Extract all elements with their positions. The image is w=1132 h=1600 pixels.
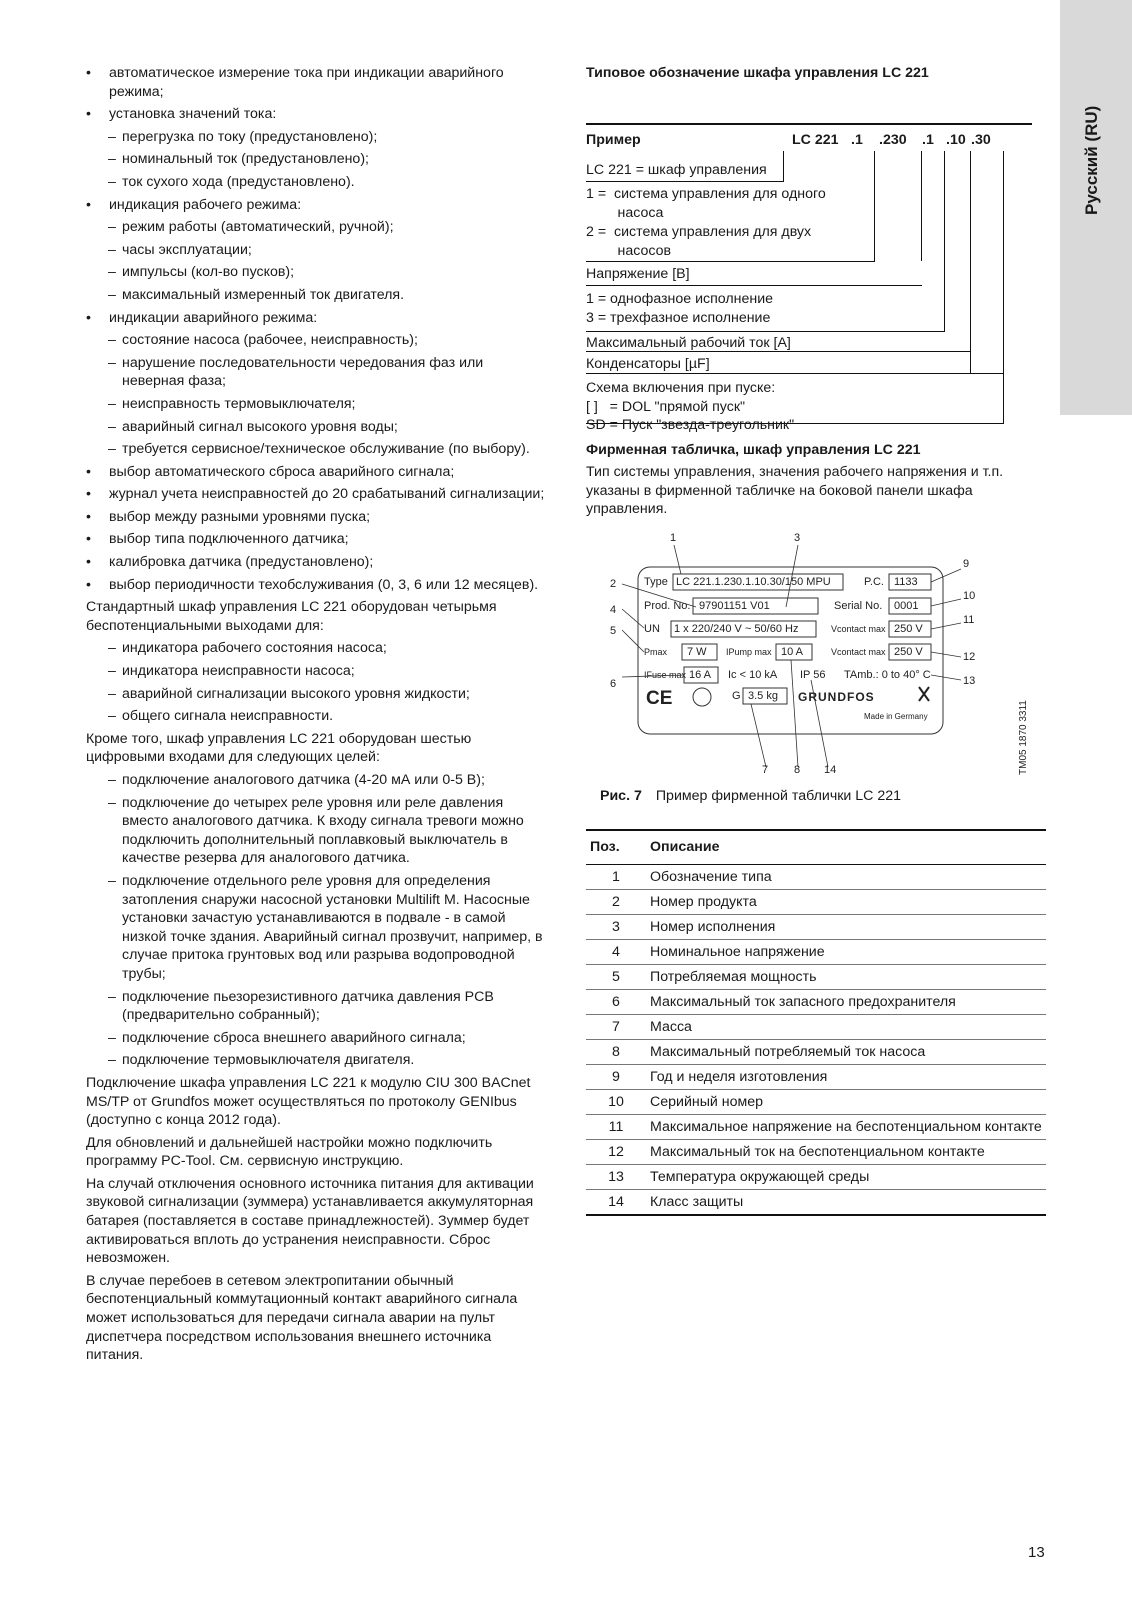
table-row bbox=[586, 1114, 1046, 1139]
ce-mark: CE bbox=[646, 687, 673, 709]
position-description: Максимальный ток запасного предохранителя bbox=[646, 989, 1046, 1014]
callout-11: 11 bbox=[963, 613, 975, 626]
position-description: Обозначение типа bbox=[646, 864, 1046, 889]
callout-10: 10 bbox=[963, 589, 976, 602]
position-number: 3 bbox=[586, 914, 646, 939]
table-header-pos: Поз. bbox=[586, 830, 646, 864]
type-row: LC 221 = шкаф управления bbox=[586, 161, 767, 178]
position-description: Класс защиты bbox=[646, 1189, 1046, 1215]
language-label: Русский (RU) bbox=[1082, 105, 1101, 215]
nameplate-text: Тип системы управления, значения рабочего напряжения и т.п. указаны в фирменной табличке на боковой панели шкафа управления. bbox=[586, 464, 1004, 518]
dash-item: – часы эксплуатации; bbox=[86, 241, 546, 260]
dash-item: – номинальный ток (предустановлено); bbox=[86, 150, 546, 169]
table-row bbox=[586, 989, 1046, 1014]
table-row bbox=[586, 1089, 1046, 1114]
type-designation-diagram bbox=[586, 93, 1046, 433]
plate-vcontact-value: 250 V bbox=[894, 622, 923, 635]
plate-ifuse-value: 16 A bbox=[689, 668, 712, 681]
plate-pmax-value: 7 W bbox=[687, 645, 707, 658]
dash-item: – ток сухого хода (предустановлено). bbox=[86, 173, 546, 192]
dash-item: – аварийной сигнализации высокого уровня жидкости; bbox=[86, 685, 546, 704]
paragraph: Стандартный шкаф управления LC 221 оборудован четырьмя беспотенциальными выходами для: bbox=[86, 599, 497, 634]
callout-8: 8 bbox=[794, 763, 801, 776]
code-part-4: .1 bbox=[922, 131, 934, 148]
plate-pc-value: 1133 bbox=[894, 575, 918, 588]
position-number: 2 bbox=[586, 889, 646, 914]
dash-item: – состояние насоса (рабочее, неисправность); bbox=[86, 331, 546, 350]
bullet-item: • выбор между разными уровнями пуска; bbox=[86, 508, 546, 527]
type-row: SD = Пуск "звезда-треугольник" bbox=[586, 416, 795, 433]
table-row bbox=[586, 864, 1046, 889]
language-side-tab bbox=[1060, 0, 1132, 415]
table-row bbox=[586, 914, 1046, 939]
dash-item: – подключение аналогового датчика (4-20 мА или 0-5 В); bbox=[86, 771, 546, 790]
paragraph: На случай отключения основного источника питания для активации звуковой сигнализации (зуммера) устанавливается аккумуляторная батарея (поставляется в составе принадлежностей). Зуммер будет активироваться вплоть до устранения неисправности. Сброс невозможен. bbox=[86, 1175, 534, 1267]
type-row: Схема включения при пуске: bbox=[586, 379, 776, 396]
type-row: 1 = система управления для одного bbox=[586, 185, 826, 202]
position-number: 12 bbox=[586, 1139, 646, 1164]
bullet-item: • индикации аварийного режима: bbox=[86, 309, 546, 328]
plate-un-value: 1 x 220/240 V ~ 50/60 Hz bbox=[674, 622, 799, 635]
position-description: Максимальное напряжение на беспотенциальном контакте bbox=[646, 1114, 1046, 1139]
position-number: 4 bbox=[586, 939, 646, 964]
table-header-desc: Описание bbox=[646, 830, 1046, 864]
plate-vcontact-value-2: 250 V bbox=[894, 645, 923, 658]
page-number: 13 bbox=[1028, 1544, 1045, 1561]
paragraph: Подключение шкафа управления LC 221 к модулю CIU 300 BACnet MS/TP от Grundfos может осуществляться по протоколу GENIbus (доступно с конца 2012 года). bbox=[86, 1074, 531, 1129]
plate-g-value: 3.5 kg bbox=[748, 689, 778, 702]
grundfos-logo-text: GRUNDFOS bbox=[798, 689, 875, 704]
position-number: 7 bbox=[586, 1014, 646, 1039]
callout-2: 2 bbox=[610, 577, 617, 590]
plate-ipump-label: IPump max bbox=[726, 646, 772, 657]
left-column bbox=[86, 64, 546, 1369]
table-row bbox=[586, 1064, 1046, 1089]
type-row: насосов bbox=[586, 242, 672, 259]
paragraph: В случае перебоев в сетевом электропитании обычный беспотенциальный коммутационный контакт аварийного сигнала может использоваться для передачи сигнала аварии на пульт диспетчера посредством использования внешнего источника питания. bbox=[86, 1272, 518, 1364]
plate-pc-label: P.C. bbox=[864, 575, 884, 588]
figure-number: Рис. 7 bbox=[600, 787, 642, 804]
code-part-2: .1 bbox=[851, 131, 863, 148]
callout-4: 4 bbox=[610, 603, 617, 616]
position-description: Масса bbox=[646, 1014, 1046, 1039]
plate-prod-value: 97901151 V01 bbox=[699, 599, 770, 612]
plate-pmax-label: Pmax bbox=[644, 646, 668, 657]
position-description: Потребляемая мощность bbox=[646, 964, 1046, 989]
position-number: 8 bbox=[586, 1039, 646, 1064]
right-column bbox=[586, 64, 1046, 1216]
dash-item: – индикатора неисправности насоса; bbox=[86, 662, 546, 681]
dash-item: – неисправность термовыключателя; bbox=[86, 395, 546, 414]
position-number: 10 bbox=[586, 1089, 646, 1114]
type-row: 3 = трехфазное исполнение bbox=[586, 309, 771, 326]
bullet-item: • выбор типа подключенного датчика; bbox=[86, 530, 546, 549]
plate-tamb: TAmb.: 0 to 40° C bbox=[844, 668, 931, 681]
code-part-1: LC 221 bbox=[792, 131, 839, 148]
position-number: 13 bbox=[586, 1164, 646, 1189]
type-designation-heading: Типовое обозначение шкафа управления LC 221 bbox=[586, 65, 929, 81]
callout-1: 1 bbox=[670, 531, 677, 544]
dash-item: – импульсы (кол-во пусков); bbox=[86, 263, 546, 282]
position-number: 11 bbox=[586, 1114, 646, 1139]
type-row: Конденсаторы [µF] bbox=[586, 355, 710, 372]
plate-serial-value: 0001 bbox=[894, 599, 919, 612]
dash-item: – максимальный измеренный ток двигателя. bbox=[86, 286, 546, 305]
bullet-item: • журнал учета неисправностей до 20 срабатываний сигнализации; bbox=[86, 485, 546, 504]
callout-3: 3 bbox=[794, 531, 801, 544]
bullet-item: • автоматическое измерение тока при индикации аварийного режима; bbox=[86, 64, 546, 101]
bullet-item: • установка значений тока: bbox=[86, 105, 546, 124]
plate-vcontact-label: Vcontact max bbox=[831, 623, 886, 634]
example-label: Пример bbox=[586, 131, 641, 148]
plate-type-label: Type bbox=[644, 575, 668, 588]
callout-5: 5 bbox=[610, 624, 617, 637]
dash-item: – режим работы (автоматический, ручной); bbox=[86, 218, 546, 237]
plate-ipump-value: 10 A bbox=[781, 645, 804, 658]
plate-ic: Ic < 10 kA bbox=[728, 668, 778, 681]
dash-item: – подключение отдельного реле уровня для определения затопления снаружи насосной установки Multilift M. Насосные установки зачастую устанавливаются в подвале - в самой низкой точке здания. Аварийный сигнал прозвучит, например, в случае притока грунтовых вод или разрыва водопроводной трубы; bbox=[86, 872, 546, 984]
position-number: 14 bbox=[586, 1189, 646, 1215]
paragraph: Кроме того, шкаф управления LC 221 оборудован шестью цифровыми входами для следующих целей: bbox=[86, 730, 472, 766]
grundfos-logo-icon bbox=[919, 687, 929, 701]
table-row bbox=[586, 1189, 1046, 1215]
dash-item: – аварийный сигнал высокого уровня воды; bbox=[86, 418, 546, 437]
position-description: Серийный номер bbox=[646, 1089, 1046, 1114]
dash-item: – подключение пьезорезистивного датчика давления PCB (предварительно собранный); bbox=[86, 988, 546, 1025]
plate-ifuse-label: IFuse max bbox=[644, 669, 687, 680]
dash-item: – подключение сброса внешнего аварийного сигнала; bbox=[86, 1029, 546, 1048]
nameplate-figure bbox=[586, 527, 1046, 777]
position-number: 6 bbox=[586, 989, 646, 1014]
table-row bbox=[586, 1014, 1046, 1039]
plate-made-in: Made in Germany bbox=[864, 711, 928, 721]
type-row: 1 = однофазное исполнение bbox=[586, 290, 774, 307]
dash-item: – индикатора рабочего состояния насоса; bbox=[86, 639, 546, 658]
position-description: Температура окружающей среды bbox=[646, 1164, 1046, 1189]
dash-item: – подключение до четырех реле уровня или реле давления вместо аналогового датчика. К входу сигнала тревоги можно подключить дополнительный поплавковый выключатель в качестве резерва для аналогового датчика. bbox=[86, 794, 546, 868]
paragraph: Для обновлений и дальнейшей настройки можно подключить программу PC-Tool. См. сервисную инструкцию. bbox=[86, 1134, 493, 1170]
code-part-3: .230 bbox=[879, 131, 907, 148]
callout-14: 14 bbox=[824, 763, 837, 776]
figure-caption-text: Пример фирменной таблички LC 221 bbox=[655, 787, 902, 804]
type-row: Напряжение [В] bbox=[586, 265, 690, 282]
plate-g-label: G bbox=[732, 689, 741, 702]
callout-13: 13 bbox=[963, 674, 976, 687]
position-description: Максимальный ток на беспотенциальном контакте bbox=[646, 1139, 1046, 1164]
callout-7: 7 bbox=[762, 763, 769, 776]
plate-vcontact-label-2: Vcontact max bbox=[831, 646, 886, 657]
position-description: Номер продукта bbox=[646, 889, 1046, 914]
table-row bbox=[586, 1164, 1046, 1189]
type-row: Максимальный рабочий ток [А] bbox=[586, 334, 791, 351]
code-part-6: .30 bbox=[971, 131, 991, 148]
dash-item: – требуется сервисное/техническое обслуживание (по выбору). bbox=[86, 440, 546, 459]
position-description: Номер исполнения bbox=[646, 914, 1046, 939]
plate-ip: IP 56 bbox=[800, 668, 826, 681]
tm-code: TM05 1870 3311 bbox=[1018, 700, 1029, 775]
bullet-item: • выбор автоматического сброса аварийного сигнала; bbox=[86, 463, 546, 482]
position-number: 5 bbox=[586, 964, 646, 989]
dash-item: – общего сигнала неисправности. bbox=[86, 707, 546, 726]
type-row: [ ] = DOL "прямой пуск" bbox=[586, 398, 746, 415]
position-number: 9 bbox=[586, 1064, 646, 1089]
callout-12: 12 bbox=[963, 650, 976, 663]
position-description-table bbox=[586, 829, 1046, 1216]
position-number: 1 bbox=[586, 864, 646, 889]
dash-item: – нарушение последовательности чередования фаз или неверная фаза; bbox=[86, 354, 546, 391]
bullet-item: • калибровка датчика (предустановлено); bbox=[86, 553, 546, 572]
table-row bbox=[586, 939, 1046, 964]
code-part-5: .10 bbox=[946, 131, 966, 148]
figure-caption bbox=[600, 787, 1046, 806]
nameplate-heading: Фирменная табличка, шкаф управления LC 221 bbox=[586, 441, 921, 458]
position-description: Номинальное напряжение bbox=[646, 939, 1046, 964]
type-row: 2 = система управления для двух bbox=[586, 223, 812, 240]
plate-un-label: UN bbox=[644, 622, 660, 635]
table-row bbox=[586, 1039, 1046, 1064]
callout-9: 9 bbox=[963, 557, 970, 570]
bullet-item: • выбор периодичности техобслуживания (0, 3, 6 или 12 месяцев). bbox=[86, 576, 546, 595]
dash-item: – подключение термовыключателя двигателя. bbox=[86, 1051, 546, 1070]
table-row bbox=[586, 964, 1046, 989]
bullet-item: • индикация рабочего режима: bbox=[86, 196, 546, 215]
table-row bbox=[586, 1139, 1046, 1164]
type-row: насоса bbox=[586, 204, 664, 221]
position-description: Год и неделя изготовления bbox=[646, 1064, 1046, 1089]
plate-prod-label: Prod. No. bbox=[644, 599, 691, 612]
callout-6: 6 bbox=[610, 677, 617, 690]
plate-serial-label: Serial No. bbox=[834, 599, 883, 612]
dash-item: – перегрузка по току (предустановлено); bbox=[86, 128, 546, 147]
plate-type-value: LC 221.1.230.1.10.30/150 MPU bbox=[676, 575, 831, 588]
pct-mark-icon bbox=[693, 688, 711, 706]
table-row bbox=[586, 889, 1046, 914]
position-description: Максимальный потребляемый ток насоса bbox=[646, 1039, 1046, 1064]
